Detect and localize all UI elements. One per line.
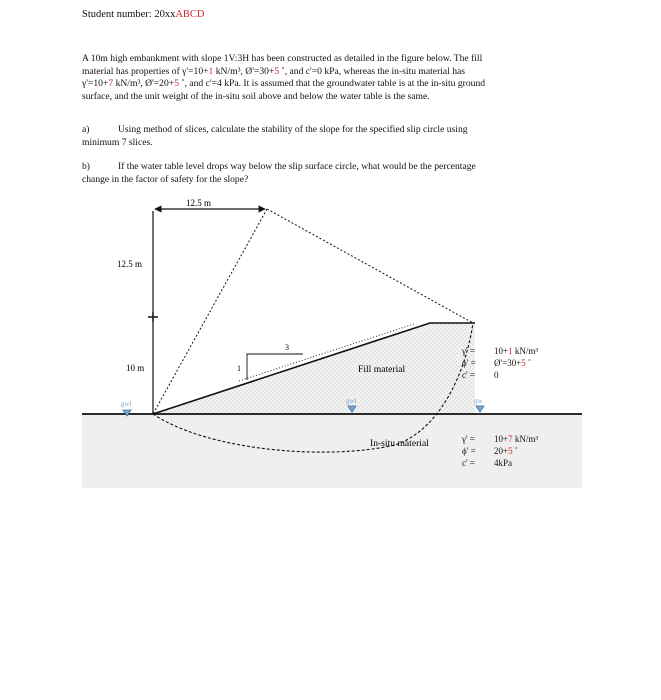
gwl-label-right: gw xyxy=(474,397,483,405)
gwl-label-left: gwl xyxy=(121,400,132,408)
gwl-label-mid: gwl xyxy=(346,397,357,405)
student-number-prefix: Student number: 20xx xyxy=(82,9,176,20)
fill-properties-values xyxy=(494,345,538,381)
fill-gamma-symbol: γ' = xyxy=(462,346,475,356)
fill-material-label: Fill material xyxy=(358,364,406,375)
height-label: 10 m xyxy=(126,363,145,373)
fill-phi-value: Ø'=30+5 ˚ xyxy=(494,358,532,368)
question-a-label: a) xyxy=(82,124,90,135)
left-dimension-label: 12.5 m xyxy=(117,259,143,269)
insitu-phi-symbol: ϕ' = xyxy=(462,446,476,456)
insitu-properties-values xyxy=(494,433,538,469)
fill-embankment xyxy=(153,323,475,414)
intro-line-4: surface, and the unit weight of the in-situ soil above and below the water table is the same. xyxy=(82,90,430,102)
insitu-phi-value: 20+5 ˚ xyxy=(494,446,518,456)
insitu-material-label: In-situ material xyxy=(370,438,429,449)
insitu-gamma-value: 10+7 kN/m³ xyxy=(494,434,539,444)
question-a-text-2: minimum 7 slices. xyxy=(82,136,153,148)
insitu-c-symbol: c' = xyxy=(462,458,475,468)
question-b-text-2: change in the factor of safety for the slope? xyxy=(82,173,249,185)
question-b-text-1: If the water table level drops way below the slip surface circle, what would be the percentage xyxy=(118,161,476,172)
gwl-marker-right xyxy=(476,406,484,412)
slope-vertical-label: 1 xyxy=(237,364,241,373)
fill-phi-symbol: ϕ' = xyxy=(462,358,476,368)
fill-c-symbol: c' = xyxy=(462,370,475,380)
insitu-properties-symbols xyxy=(462,433,476,469)
fill-c-value: 0 xyxy=(494,370,499,380)
question-a-text-1: Using method of slices, calculate the stability of the slope for the specified slip circle using xyxy=(118,124,468,135)
intro-line-2: material has properties of γ'=10+1 kN/m³, Ø'=30+5 ˚, and c'=0 kPa, whereas the in-situ material has xyxy=(82,65,466,77)
intro-line-3: γ'=10+7 kN/m³, Ø'=20+5 ˚, and c'=4 kPa. It is assumed that the groundwater table is at the in-situ ground xyxy=(82,78,486,89)
top-dimension-label: 12.5 m xyxy=(186,198,212,208)
fill-gamma-value: 10+1 kN/m³ xyxy=(494,346,539,356)
intro-line-1: A 10m high embankment with slope 1V:3H has been constructed as detailed in the figure below. The fill xyxy=(82,53,483,64)
student-code: ABCD xyxy=(175,9,205,20)
vertical-dimension-tick xyxy=(148,312,158,322)
insitu-gamma-symbol: γ' = xyxy=(462,434,475,444)
fill-properties-symbols xyxy=(462,345,476,381)
insitu-c-value: 4kPa xyxy=(494,458,512,468)
slope-horizontal-label: 3 xyxy=(285,343,289,352)
question-b-label: b) xyxy=(82,161,90,172)
radius-line-right xyxy=(267,209,473,323)
